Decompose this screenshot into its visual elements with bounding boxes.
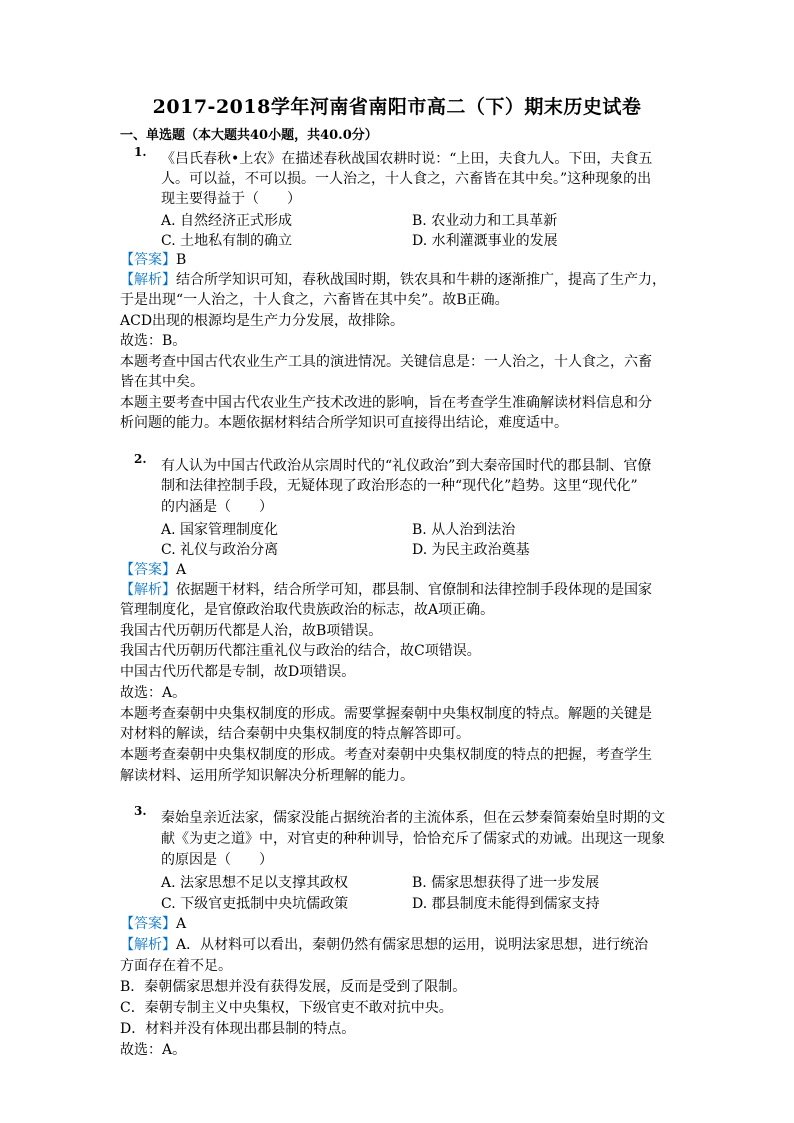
question-number: 2. xyxy=(134,452,147,466)
question-stem-line: 制和法律控制手段，无疑体现了政治形态的一种“现代化”趋势。这里“现代化” xyxy=(161,478,638,494)
option-d: D. 为民主政治奠基 xyxy=(412,542,530,558)
question-stem-line: 有人认为中国古代政治从宗周时代的“礼仪政治”到大秦帝国时代的郡县制、官僚 xyxy=(161,458,652,474)
answer-tag: 【答案】 xyxy=(120,916,176,932)
option-d: D. 郡县制度未能得到儒家支持 xyxy=(412,896,600,912)
section-heading: 一、单选题（本大题共40小题，共40.0分） xyxy=(120,128,378,143)
analysis-line xyxy=(120,270,666,290)
analysis-line: 析问题的能力。本题依据材料结合所学知识可直接得出结论，难度适中。 xyxy=(120,415,568,431)
analysis-line: B．秦朝儒家思想并没有获得发展，反而是受到了限制。 xyxy=(120,979,467,995)
analysis-line: 本题考查中国古代农业生产工具的演进情况。关键信息是：一人治之，十人食之，六畜 xyxy=(120,354,652,370)
option-b: B. 农业动力和工具革新 xyxy=(412,213,558,229)
question-stem-line: 的内涵是（ ） xyxy=(161,499,273,515)
analysis-line: 方面存在着不足。 xyxy=(120,958,232,974)
option-c: C. 礼仪与政治分离 xyxy=(161,542,279,558)
analysis-text: 结合所学知识可知，春秋战国时期，铁农具和牛耕的逐渐推广，提高了生产力， xyxy=(176,272,666,288)
answer-line xyxy=(120,250,186,270)
question-stem-line: 献《为吏之道》中，对官吏的种种训导，恰恰充斥了儒家式的劝诫。出现这一现象 xyxy=(161,831,665,847)
analysis-line: 解读材料、运用所学知识解决分析理解的能力。 xyxy=(120,768,414,784)
question-number: 3. xyxy=(134,804,147,818)
analysis-line: 于是出现“一人治之，十人食之，六畜皆在其中矣”。故B正确。 xyxy=(120,292,509,308)
analysis-line: 我国古代历朝历代都是人治，故B项错误。 xyxy=(120,623,383,639)
option-b: B. 从人治到法治 xyxy=(412,522,516,538)
option-b: B. 儒家思想获得了进一步发展 xyxy=(412,875,600,891)
option-c: C. 下级官吏抵制中央坑儒政策 xyxy=(161,896,349,912)
analysis-line: 本题考查秦朝中央集权制度的形成。考查对秦朝中央集权制度的特点的把握，考查学生 xyxy=(120,747,652,763)
analysis-line: 对材料的解读，结合秦朝中央集权制度的特点解答即可。 xyxy=(120,726,470,742)
analysis-text: A．从材料可以看出，秦朝仍然有儒家思想的运用，说明法家思想，进行统治 xyxy=(176,937,649,953)
analysis-line: 我国古代历朝历代都注重礼仪与政治的结合，故C项错误。 xyxy=(120,643,481,659)
option-a: A. 法家思想不足以支撑其政权 xyxy=(161,875,349,891)
page-title: 2017-2018学年河南省南阳市高二（下）期末历史试卷 xyxy=(152,96,642,118)
analysis-tag: 【解析】 xyxy=(120,937,176,953)
analysis-tag: 【解析】 xyxy=(120,582,176,598)
answer-value: B xyxy=(176,252,187,268)
option-c: C. 土地私有制的确立 xyxy=(161,233,293,249)
question-number: 1. xyxy=(134,145,147,159)
analysis-line: 故选：A。 xyxy=(120,1042,187,1058)
question-stem-line: 现主要得益于（ ） xyxy=(161,191,301,207)
question-stem-line: 人。可以益，不可以损。一人治之，十人食之，六畜皆在其中矣。”这种现象的出 xyxy=(161,171,652,187)
answer-value: A xyxy=(176,562,187,578)
question-stem-line: 的原因是（ ） xyxy=(161,852,273,868)
analysis-tag: 【解析】 xyxy=(120,272,176,288)
analysis-line: 本题主要考查中国古代农业生产技术改进的影响，旨在考查学生准确解读材料信息和分 xyxy=(120,395,652,411)
analysis-line: ACD出现的根源均是生产力分发展，故排除。 xyxy=(120,313,405,329)
analysis-line: 故选：A。 xyxy=(120,685,187,701)
option-d: D. 水利灌溉事业的发展 xyxy=(412,233,558,249)
answer-tag: 【答案】 xyxy=(120,252,176,268)
answer-line xyxy=(120,560,186,580)
analysis-line: C．秦朝专制主义中央集权，下级官吏不敢对抗中央。 xyxy=(120,1000,453,1016)
question-stem-line: 秦始皇亲近法家，儒家没能占据统治者的主流体系，但在云梦秦简秦始皇时期的文 xyxy=(161,810,665,826)
analysis-text: 依据题干材料，结合所学可知，郡县制、官僚制和法律控制手段体现的是国家 xyxy=(176,582,652,598)
analysis-line: 故选：B。 xyxy=(120,333,187,349)
analysis-line xyxy=(120,580,652,600)
analysis-line: 本题考查秦朝中央集权制度的形成。需要掌握秦朝中央集权制度的特点。解题的关键是 xyxy=(120,706,652,722)
answer-line xyxy=(120,914,186,934)
analysis-line xyxy=(120,935,648,955)
analysis-line: 皆在其中矣。 xyxy=(120,374,204,390)
option-a: A. 自然经济正式形成 xyxy=(161,213,293,229)
option-a: A. 国家管理制度化 xyxy=(161,522,279,538)
analysis-line: 管理制度化，是官僚政治取代贵族政治的标志，故A项正确。 xyxy=(120,602,495,618)
question-stem-line: 《吕氏春秋•上农》在描述春秋战国农耕时说：“上田，夫食九人。下田，夫食五 xyxy=(161,151,653,167)
analysis-line: 中国古代历代都是专制，故D项错误。 xyxy=(120,664,356,680)
answer-value: A xyxy=(176,916,187,932)
answer-tag: 【答案】 xyxy=(120,562,176,578)
analysis-line: D．材料并没有体现出郡县制的特点。 xyxy=(120,1021,356,1037)
